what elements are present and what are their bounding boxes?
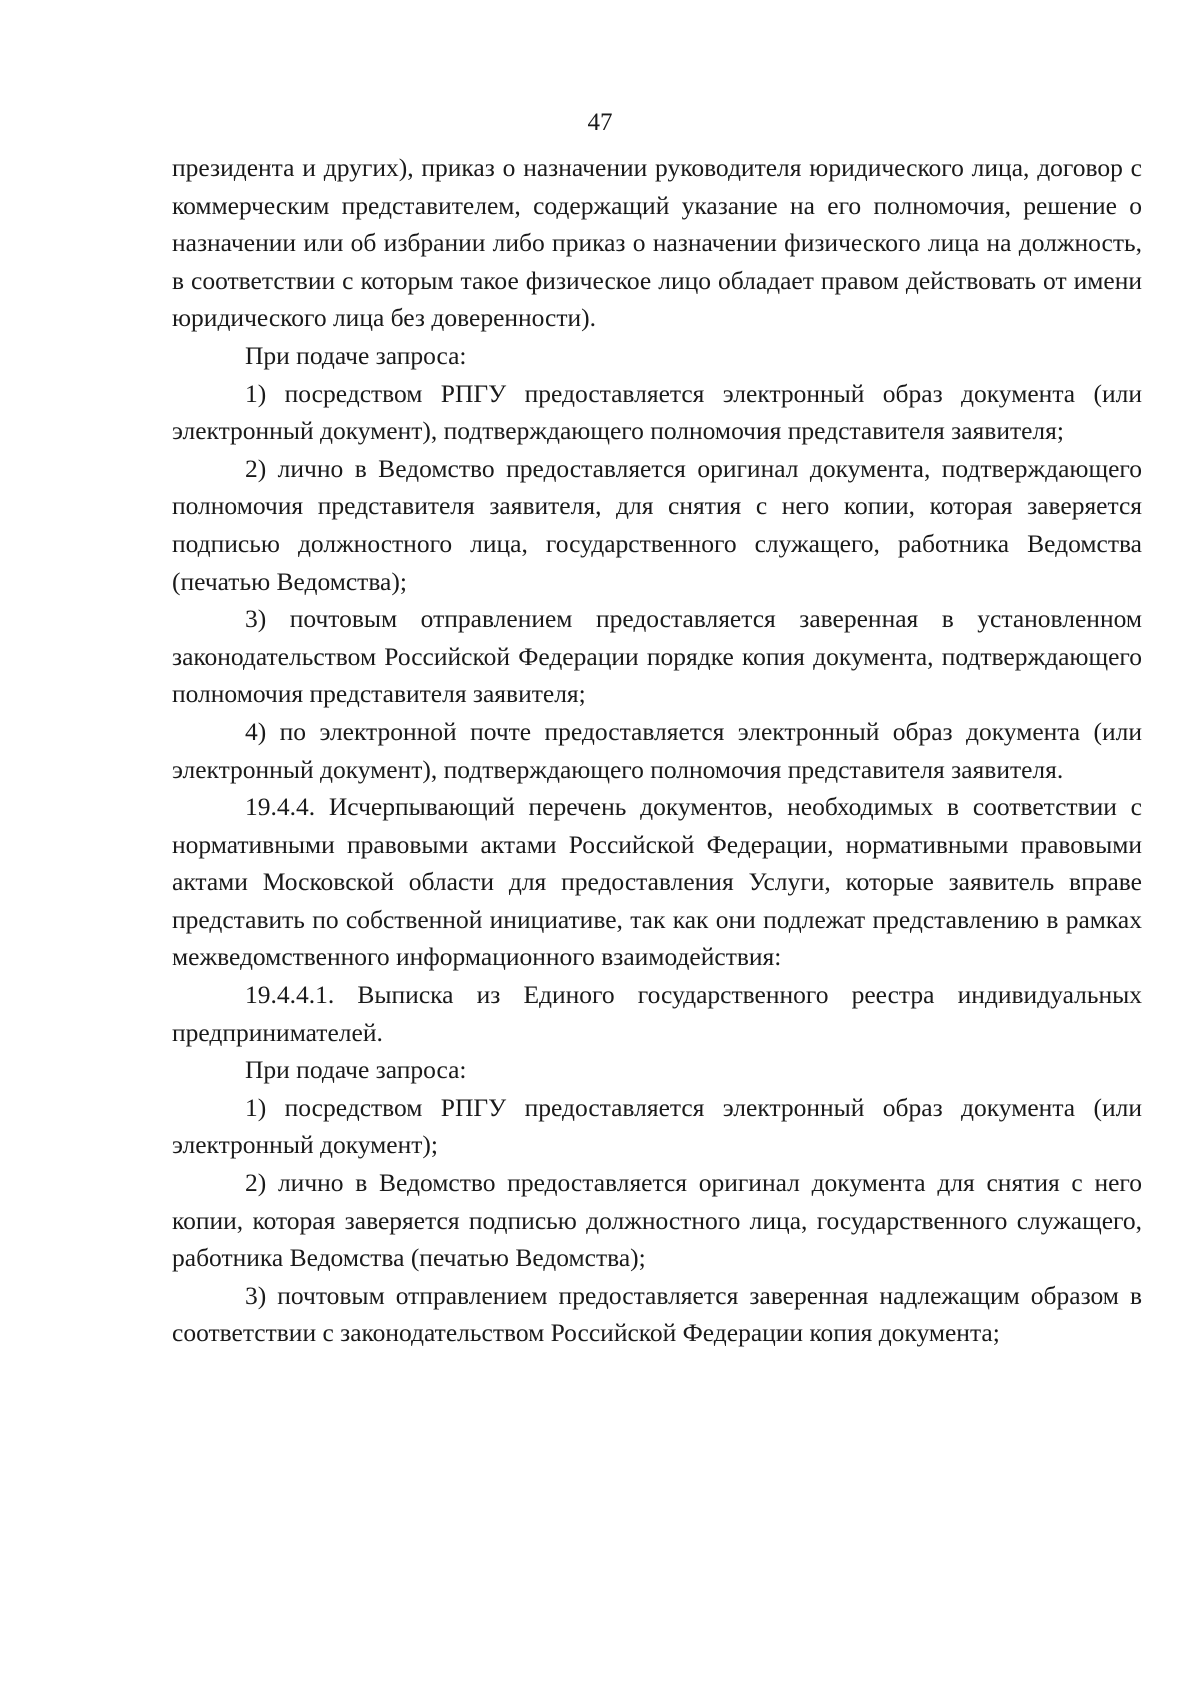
paragraph-request-heading-2: При подаче запроса: [245, 1055, 467, 1085]
paragraph-item-2: 2) лично в Ведомство предоставляется оригинал документа, подтверждающего полномочия представителя заявителя, для снятия с него копии, которая заверяется подписью должностного лица, государственного служащего, работника Ведомства (печатью Ведомства); [172, 453, 1142, 596]
page-number: 47 [587, 109, 613, 136]
paragraph-continuation: президента и других), приказ о назначении руководителя юридического лица, договор с коммерческим представителем, содержащий указание на его полномочия, решение о назначении или об избрании либо приказ о назначении физического лица на должность, в соответствии с которым такое физическое лицо обладает правом действовать от имени юридического лица без доверенности). [172, 153, 1142, 333]
paragraph-item-4: 4) по электронной почте предоставляется электронный образ документа (или электронный документ), подтверждающего полномочия представителя заявителя. [172, 716, 1142, 784]
paragraph-request-heading: При подаче запроса: [245, 340, 467, 370]
paragraph-item-3-b: 3) почтовым отправлением предоставляется заверенная надлежащим образом в соответствии с законодательством Российской Федерации копия документа; [172, 1280, 1142, 1348]
paragraph-section-19-4-4-1: 19.4.4.1. Выписка из Единого государственного реестра индивидуальных предпринимателей. [172, 980, 1142, 1047]
paragraph-item-1-b: 1) посредством РПГУ предоставляется электронный образ документа (или электронный документ); [172, 1092, 1142, 1160]
document-body [172, 149, 1142, 1352]
paragraph-item-2-b: 2) лично в Ведомство предоставляется оригинал документа для снятия с него копии, которая заверяется подписью должностного лица, государственного служащего, работника Ведомства (печатью Ведомства); [172, 1168, 1142, 1273]
paragraph-item-3: 3) почтовым отправлением предоставляется заверенная в установленном законодательством Российской Федерации порядке копия документа, подтверждающего полномочия представителя заявителя; [172, 604, 1142, 709]
paragraph-item-1: 1) посредством РПГУ предоставляется электронный образ документа (или электронный документ), подтверждающего полномочия представителя заявителя; [172, 378, 1142, 446]
paragraph-section-19-4-4: 19.4.4. Исчерпывающий перечень документов, необходимых в соответствии с нормативными правовыми актами Российской Федерации, нормативными правовыми актами Московской области для предоставления Услуги, которые заявитель вправе представить по собственной инициативе, так как они подлежат представлению в рамках межведомственного информационного взаимодействия: [172, 792, 1142, 972]
